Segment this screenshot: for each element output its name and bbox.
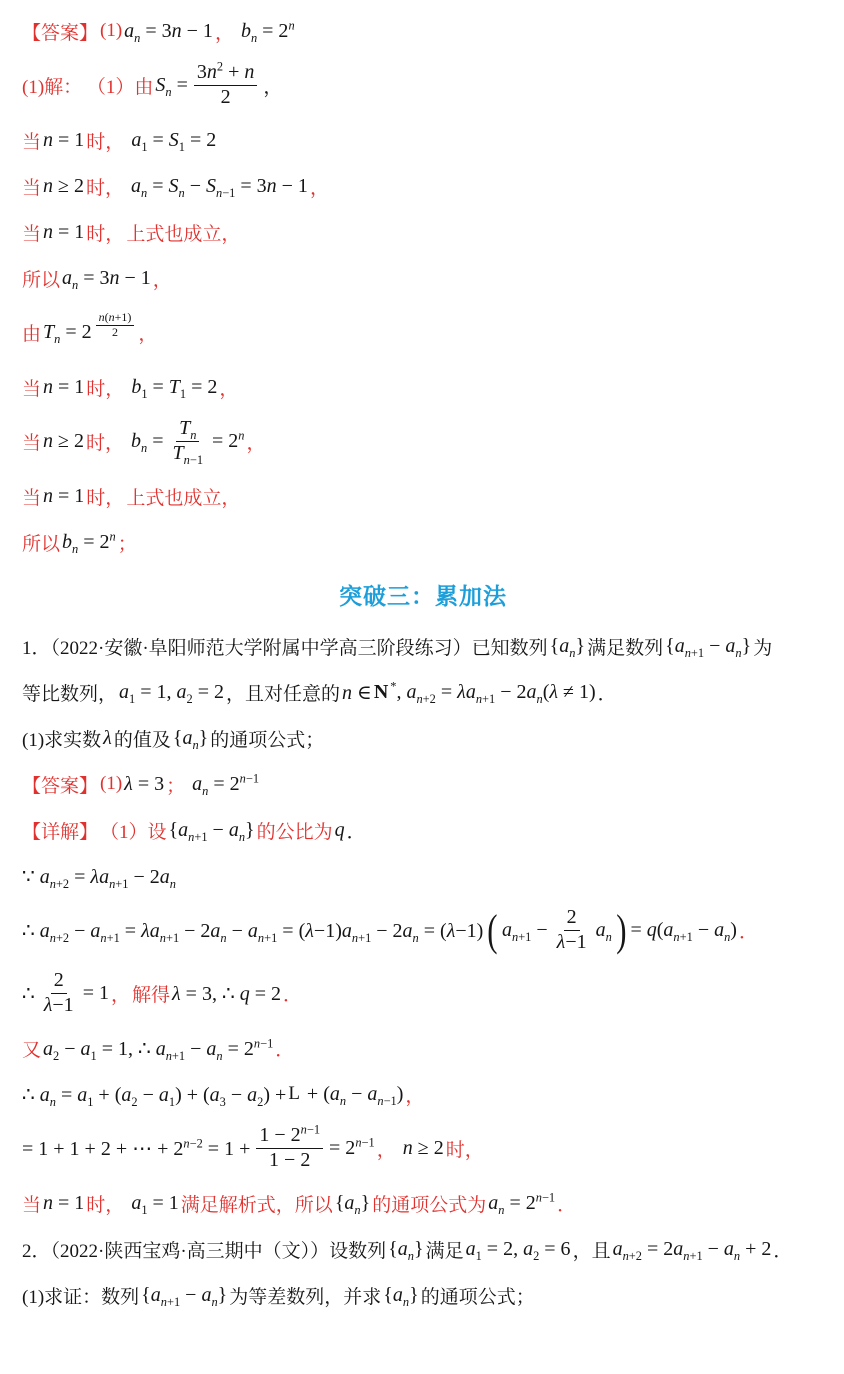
text-run: 时， [86, 131, 125, 153]
text-run: 当 [22, 131, 42, 153]
text-run: （1）设 [100, 821, 167, 843]
math-run: $a_n$ [595, 919, 612, 944]
text-run: 【答案】 [22, 775, 99, 797]
sol1-conclusion-an [22, 255, 826, 301]
text-run: 【答案】 [22, 22, 99, 44]
fraction [256, 1124, 323, 1172]
math-run: $\{a_n\}$ [549, 634, 586, 660]
text-run: ， [309, 177, 329, 199]
sol1-n1-holds-b [22, 473, 826, 519]
math-run: = $2^{n-1}$ [329, 1135, 375, 1159]
text-run: 当 [22, 487, 42, 509]
text-run: 又 [22, 1039, 42, 1061]
sol1-case-n1-b [22, 364, 826, 410]
math-run: $b_n$ = [131, 430, 164, 455]
fraction-numerator: $T_n$ [176, 417, 199, 442]
math-run: + $(a_n - a_{n-1})$ [301, 1082, 404, 1108]
math-run: $\{a_{n+1} - a_n\}$ [665, 634, 752, 660]
fraction-numerator: 2 [564, 906, 580, 931]
text-run: ． [275, 1039, 295, 1061]
math-run: = $2^n$ [212, 428, 245, 452]
math-run: = 1 + 1 + 2 + ⋯ + $2^{n-2} = 1$ + [22, 1136, 251, 1160]
text-run: 当 [22, 177, 42, 199]
text-run: 时， [86, 177, 125, 199]
explain2-step5 [22, 1071, 826, 1117]
text-run: ， [152, 269, 172, 291]
text-run: ， [214, 22, 234, 44]
problem1-line2 [22, 669, 826, 715]
math-run: ∴ $a_n = a_1 + (a_2 - a_1) + (a_3 - a_2)$ + [22, 1083, 287, 1109]
fraction [41, 969, 77, 1017]
text-run: 时， [445, 1140, 484, 1161]
math-run: $a_1 = 1$, $a_2 = 2$ [119, 680, 224, 706]
text-run: 【详解】 [22, 821, 99, 843]
text-run: ， [246, 433, 266, 454]
text-run: ； [166, 775, 186, 797]
text-run: 的值及 [113, 729, 171, 751]
math-run: $a_1 = S_1 = 2$ [131, 128, 217, 154]
explain2-step4 [22, 1025, 826, 1071]
text-run: L [288, 1083, 300, 1104]
fraction-wrap [166, 412, 211, 470]
text-run: 当 [22, 433, 42, 454]
math-run: $\{a_n\}$ [334, 1191, 371, 1217]
section-heading [22, 565, 826, 623]
text-run: ． [738, 922, 758, 943]
text-run: ， [263, 77, 283, 98]
text-run: (1)求实数 [22, 729, 102, 751]
text-run: 为等差数列，并求 [229, 1286, 382, 1308]
math-run: n ∈ [342, 681, 372, 704]
text-run: 的公比为 [256, 821, 333, 843]
math-run: $a_1 = 1$ [131, 1191, 179, 1217]
big-paren: ( [487, 906, 498, 955]
math-run: λ [103, 726, 112, 749]
text-run: ， [405, 1085, 425, 1107]
text-run: ， [376, 1140, 396, 1161]
fraction-denominator: 1 − 2 [269, 1149, 311, 1171]
math-run: n ≥ 2 [402, 1137, 444, 1159]
math-run: n = 1 [43, 220, 85, 243]
text-run: ，且对任意的 [225, 683, 340, 705]
text-run: 当 [22, 1194, 42, 1216]
math-run: $a_n = S_n - S_{n-1} = 3n - 1$ [131, 174, 308, 200]
math-run: ∵ $a_{n+2} = \lambda a_{n+1} - 2a_n$ [22, 865, 176, 891]
math-run: $a_n = 3n - 1$ [62, 266, 151, 292]
text-run: 的通项公式为 [372, 1194, 487, 1216]
fraction-denominator: 2 [112, 324, 118, 339]
fraction-numerator: $3n^2 + n$ [194, 61, 257, 86]
text-run: ． [557, 1194, 577, 1216]
math-run: = $q(a_{n+1} - a_n)$ [630, 919, 737, 944]
answer1-line [22, 8, 826, 54]
text-run: ． [597, 683, 617, 705]
text-run: 解得 [131, 985, 170, 1006]
text-run: ． [282, 985, 302, 1006]
fraction [96, 311, 135, 339]
text-run: (1)求证：数列 [22, 1286, 140, 1308]
math-run: λ = 3, ∴ q = 2 [172, 983, 281, 1005]
math-run: ∴ $a_{n+2} - a_{n+1} = \lambda a_{n+1} - 2a_n - a_{n+1} = (\lambda-1)a_{n+1} - 2a_n = (\lambda-1)$ [22, 920, 484, 945]
fraction-numerator: 2 [51, 969, 67, 994]
explain2-step1 [22, 853, 826, 899]
problem1-part1 [22, 715, 826, 761]
answer2-line [22, 761, 826, 807]
text-run: 2．（2022·陕西宝鸡·高三期中（文））设数列 [22, 1240, 387, 1262]
math-run: λ = 3 [124, 772, 165, 795]
math-run: $a_n = 3n - 1$ [124, 19, 213, 45]
problem1-line1 [22, 623, 826, 669]
text-run: 满足解析式，所以 [180, 1194, 333, 1216]
math-run: $\{a_n\}$ [383, 1283, 419, 1309]
math-run: $a_n = 2^{n-1}$ [192, 770, 260, 798]
text-run: ． [346, 821, 366, 843]
text-run: 由 [22, 324, 42, 345]
fraction-denominator: 2 [220, 86, 231, 108]
text-run: 的通项公式； [420, 1286, 535, 1308]
text-run: ， [219, 378, 239, 400]
text-run: 当 [22, 378, 42, 400]
text-run: 等比数列， [22, 683, 118, 705]
math-run: $\{a_{n+1} - a_n\}$ [168, 818, 255, 844]
math-run: $S_n$ = [155, 74, 188, 99]
math-run: $b_n = 2^n$ [240, 17, 295, 45]
fraction-wrap [190, 56, 261, 114]
math-run: $a_{n+2} = 2a_{n+1} - a_n + 2$ [612, 1237, 772, 1263]
text-run: 上式也成立， [126, 487, 241, 509]
math-run: $\{a_n\}$ [388, 1237, 424, 1263]
text-run: 为 [753, 637, 773, 659]
fraction-denominator: λ−1 [556, 931, 587, 953]
text-run: ； [117, 533, 137, 555]
math-run: q [334, 818, 345, 841]
math-run: $T_n = 2$ [43, 321, 92, 346]
text-run: (1) [100, 773, 123, 794]
math-run: $\{a_{n+1} - a_n\}$ [141, 1283, 228, 1309]
sol1-case-n1 [22, 117, 826, 163]
fraction [554, 906, 590, 954]
fraction [170, 417, 207, 465]
text-run: 当 [22, 223, 42, 245]
big-paren: ) [616, 906, 627, 955]
problem2-line1 [22, 1226, 826, 1272]
fraction-denominator: λ−1 [43, 994, 74, 1016]
problem2-part1 [22, 1272, 826, 1318]
math-bold-run: N [373, 680, 389, 703]
explain2-step6 [22, 1117, 826, 1180]
math-run: ∴ [22, 983, 35, 1005]
text-run: ， [110, 985, 130, 1006]
math-run: $a_1 = 2$, $a_2 = 6$ [465, 1237, 571, 1263]
fraction-wrap [252, 1119, 327, 1177]
explain2-step3 [22, 962, 826, 1025]
text-run: 满足 [425, 1240, 464, 1262]
math-run: n = 1 [43, 1191, 85, 1214]
text-run: 时， [86, 487, 125, 509]
sol1-case-n2 [22, 163, 826, 209]
sol1-given-tn [22, 301, 826, 364]
math-run: $b_n = 2^n$ [62, 528, 116, 556]
text-run: 1．（2022·安徽·阜阳师范大学附属中学高三阶段练习）已知数列 [22, 637, 548, 659]
sol1-given-sn [22, 54, 826, 117]
text-run: 满足数列 [587, 637, 664, 659]
fraction-numerator: n(n+1) [96, 311, 135, 325]
text-run: (1)解： （1）由 [22, 77, 154, 98]
fraction [194, 61, 257, 109]
sol1-n1-holds [22, 209, 826, 255]
sol1-case-n2-b [22, 410, 826, 473]
math-run: $a_n = 2^{n-1}$ [488, 1189, 556, 1217]
math-run: n ≥ 2 [43, 174, 84, 197]
explain2-step2 [22, 899, 826, 962]
text-run: 时， [86, 223, 125, 245]
math-run: $\{a_n\}$ [172, 726, 209, 752]
text-run: 上式也成立， [126, 223, 241, 245]
explain2-step7 [22, 1180, 826, 1226]
math-run: n = 1 [43, 375, 85, 398]
fraction-wrap [550, 901, 594, 959]
fraction-denominator: $T_{n-1}$ [172, 442, 204, 467]
text-run: 的通项公式； [210, 729, 325, 751]
math-run: $a_{n+1}$ − [501, 919, 548, 944]
text-run: (1) [100, 20, 123, 41]
text-run: 时， [86, 1194, 125, 1216]
fraction-numerator: $1 - 2^{n-1}$ [256, 1124, 323, 1149]
explain2-setup [22, 807, 826, 853]
text-run: 突破三：累加法 [339, 583, 507, 609]
sol1-conclusion-bn [22, 519, 826, 565]
text-run: 所以 [22, 269, 61, 291]
math-run: $a_2 - a_1 = 1$, ∴ $a_{n+1} - a_n = 2^{n-1}$ [43, 1035, 274, 1063]
math-run: $b_1 = T_1 = 2$ [131, 375, 218, 401]
text-run: ，且 [572, 1240, 611, 1262]
text-run: ． [773, 1240, 793, 1262]
math-run: = 1 [82, 982, 109, 1004]
text-run: 所以 [22, 533, 61, 555]
math-run: n = 1 [43, 128, 85, 151]
math-run: *, $a_{n+2} = \lambda a_{n+1} - 2a_n(\lambda \ne 1)$ [390, 678, 596, 706]
text-run: 时， [86, 378, 125, 400]
fraction-wrap [37, 964, 81, 1022]
math-run: n ≥ 2 [43, 430, 84, 452]
text-run: ， [138, 324, 158, 345]
document-page [22, 8, 826, 1318]
exponent-fraction [94, 304, 137, 339]
text-run: 时， [86, 433, 125, 454]
math-run: n = 1 [43, 484, 85, 507]
